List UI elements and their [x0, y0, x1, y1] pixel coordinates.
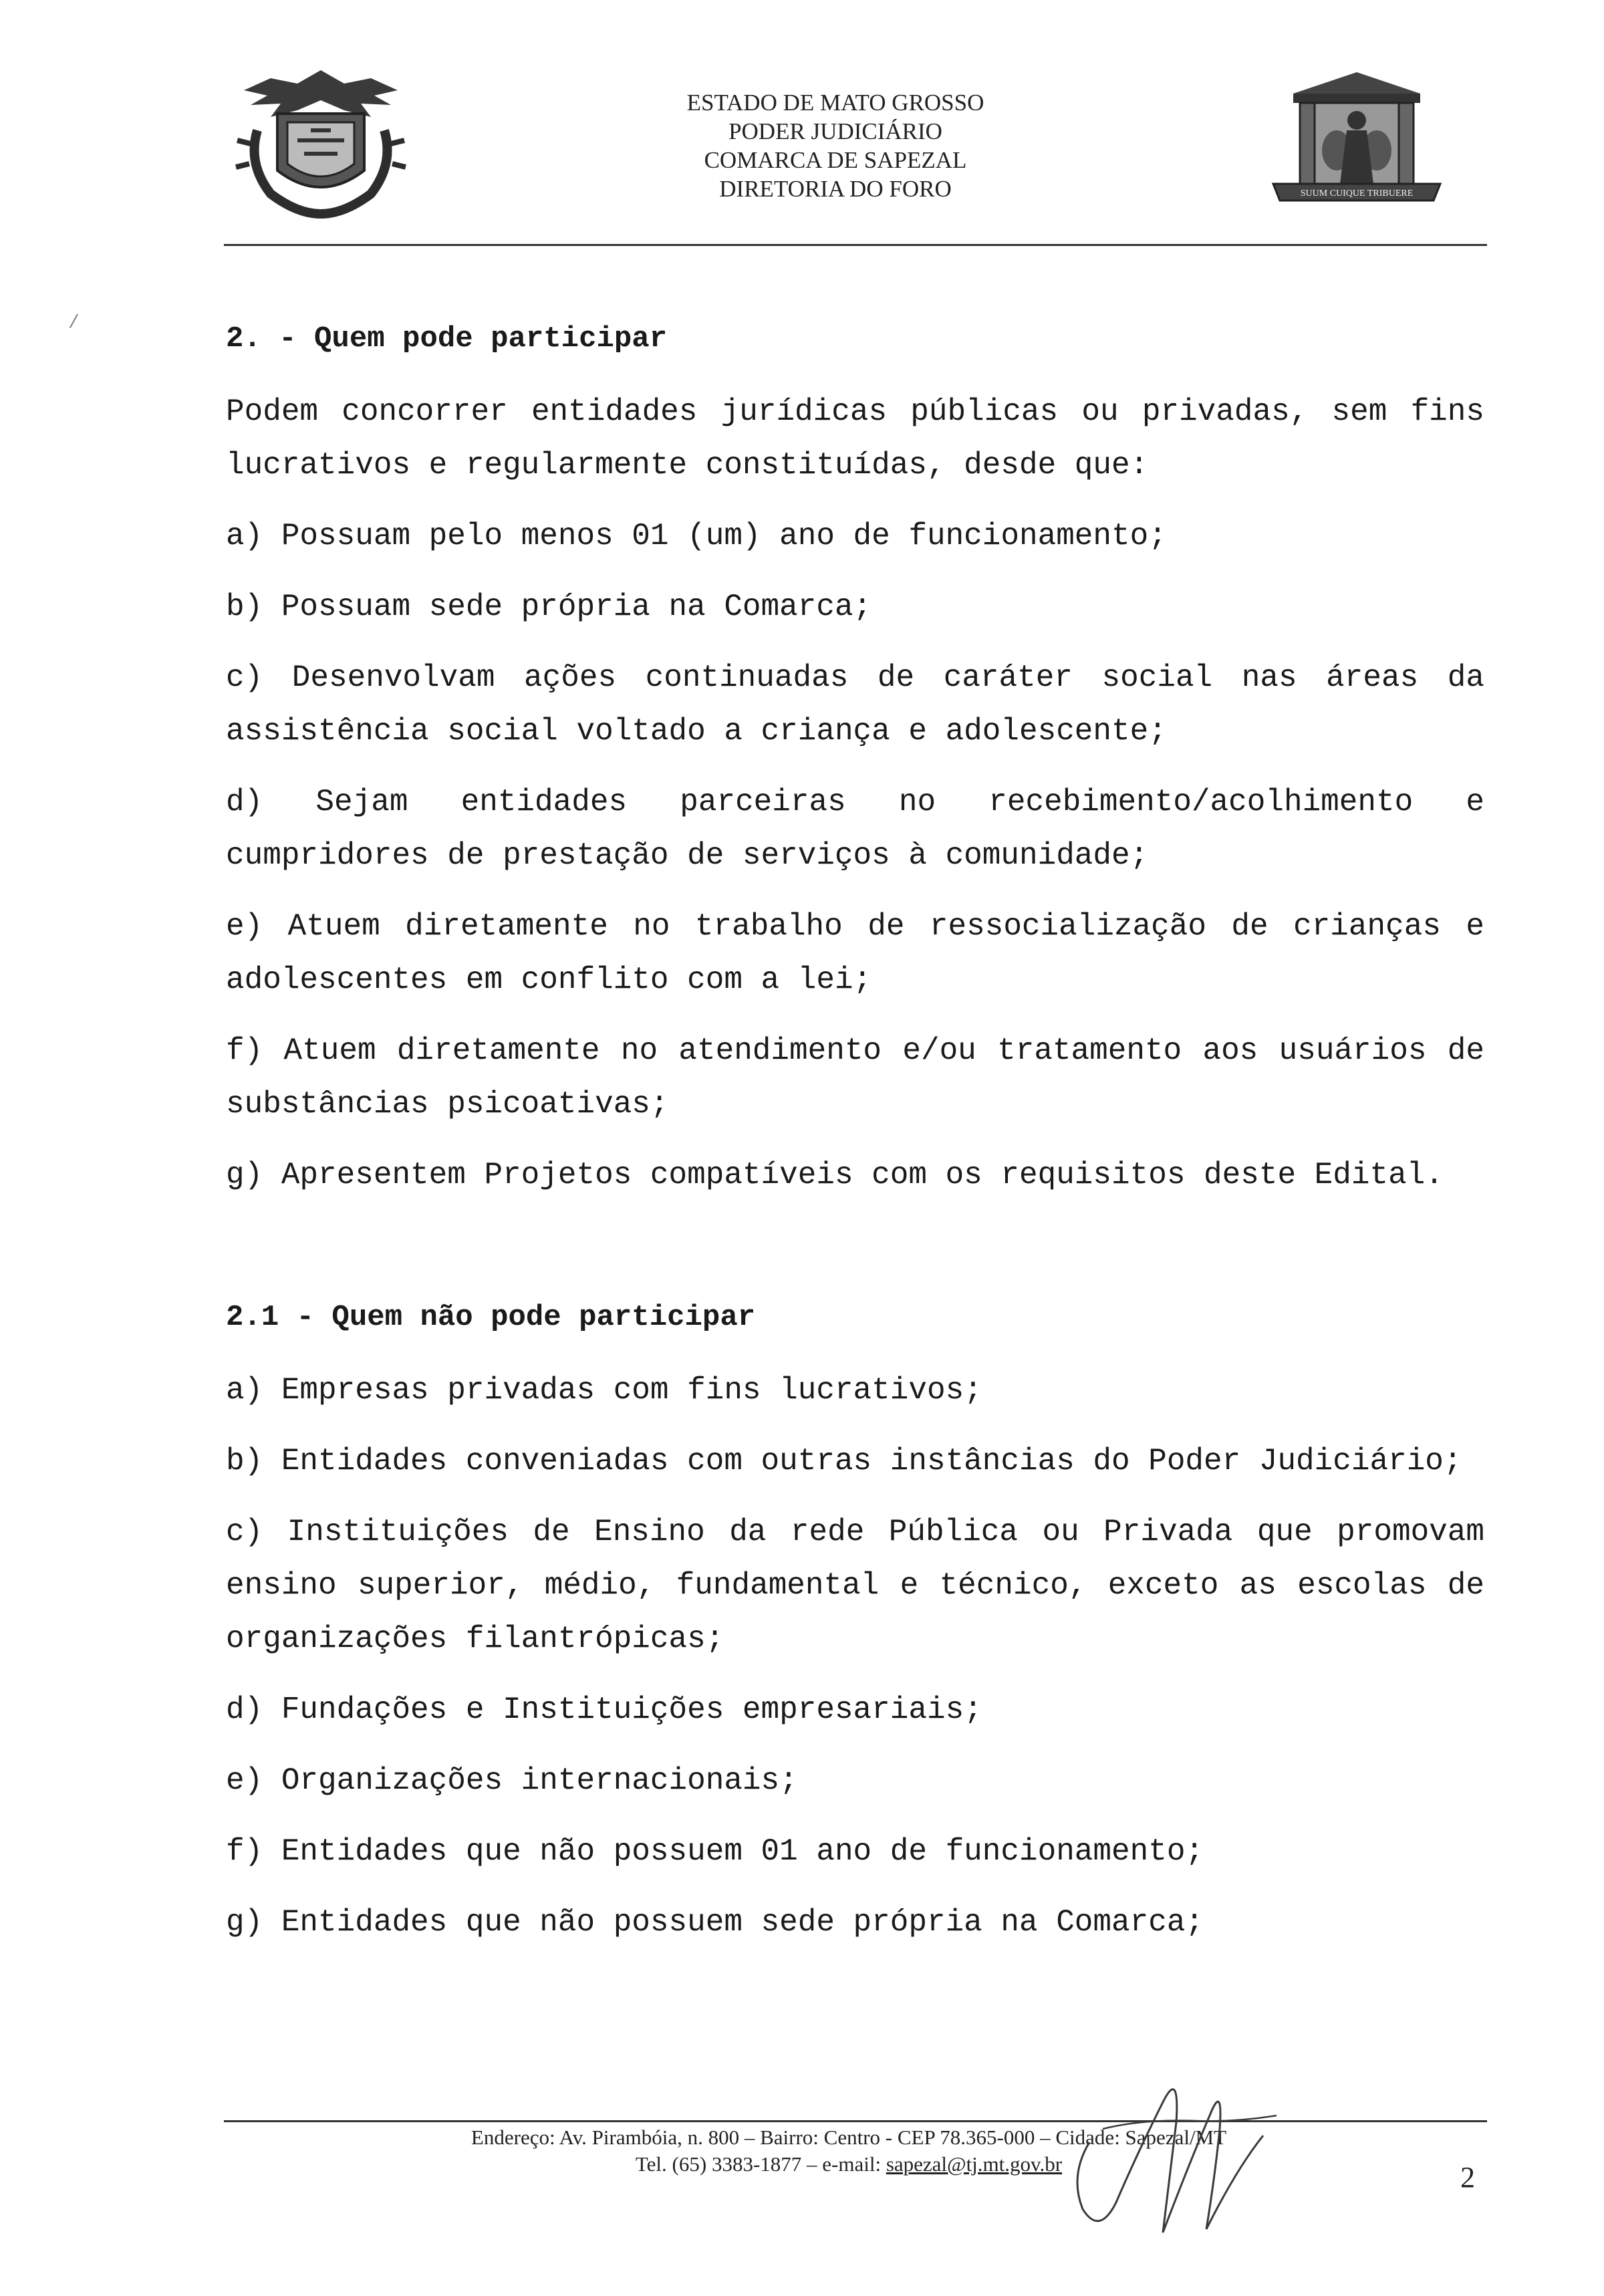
- handwritten-signature: [1063, 2042, 1283, 2243]
- section-gap: [226, 1219, 1484, 1299]
- section-2-1-item-c: c) Instituições de Ensino da rede Pública ou Privada que promovam ensino superior, médio, fundamental e técnico, exceto as escolas de organizações filantrópicas;: [226, 1515, 1484, 1656]
- section-2-1-item-e: e) Organizações internacionais;: [226, 1763, 798, 1798]
- header-directorate: DIRETORIA DO FORO: [719, 176, 952, 202]
- seal-motto: SUUM CUIQUE TRIBUERE: [1300, 188, 1414, 199]
- section-2-1-item-a: a) Empresas privadas com fins lucrativos;: [226, 1373, 982, 1408]
- section-2-item-a: a) Possuam pelo menos 01 (um) ano de funcionamento;: [226, 519, 1167, 553]
- header-district: COMARCA DE SAPEZAL: [704, 147, 967, 173]
- coat-of-arms-icon: [231, 63, 411, 221]
- stray-mark: /: [68, 313, 80, 334]
- section-2-1-item-b: b) Entidades conveniadas com outras instâncias do Poder Judiciário;: [226, 1444, 1462, 1479]
- justice-seal-icon: [1266, 67, 1447, 214]
- section-2-item-f: f) Atuem diretamente no atendimento e/ou tratamento aos usuários de substâncias psicoativas;: [226, 1033, 1484, 1122]
- footer-phone: Tel. (65) 3383-1877 – e-mail:: [635, 2152, 886, 2176]
- section-2-item-d: d) Sejam entidades parceiras no recebimento/acolhimento e cumpridores de prestação de serviços à comunidade;: [226, 785, 1484, 873]
- section-2-item-e: e) Atuem diretamente no trabalho de ressocialização de crianças e adolescentes em conflito com a lei;: [226, 909, 1484, 997]
- page-header: [0, 0, 1604, 254]
- section-2-item-b: b) Possuam sede própria na Comarca;: [226, 590, 872, 624]
- header-power: PODER JUDICIÁRIO: [728, 118, 942, 144]
- section-2-1-item-f: f) Entidades que não possuem 01 ano de funcionamento;: [226, 1834, 1204, 1869]
- document-body: [226, 321, 1484, 1966]
- section-2-item-g: g) Apresentem Projetos compatíveis com os requisitos deste Edital.: [226, 1158, 1444, 1192]
- section-2-1-item-d: d) Fundações e Instituições empresariais;: [226, 1692, 982, 1727]
- section-2-item-c: c) Desenvolvam ações continuadas de caráter social nas áreas da assistência social voltado a criança e adolescente;: [226, 660, 1484, 749]
- header-divider: [224, 244, 1487, 246]
- footer-divider: [224, 2120, 1487, 2122]
- section-2-1-item-g: g) Entidades que não possuem sede própria na Comarca;: [226, 1905, 1204, 1940]
- header-text: [535, 88, 1136, 203]
- footer-email-link[interactable]: sapezal@tj.mt.gov.br: [886, 2152, 1063, 2176]
- header-state: ESTADO DE MATO GROSSO: [686, 90, 984, 116]
- section-2-1-heading: 2.1 - Quem não pode participar: [226, 1301, 756, 1334]
- page-number: 2: [1460, 2161, 1475, 2194]
- section-2-heading: 2. - Quem pode participar: [226, 322, 668, 356]
- footer-address: Endereço: Av. Pirambóia, n. 800 – Bairro: Centro - CEP 78.365-000 – Cidade: Sapezal/MT: [471, 2126, 1227, 2149]
- section-2-intro: Podem concorrer entidades jurídicas públicas ou privadas, sem fins lucrativos e regularmente constituídas, desde que:: [226, 394, 1484, 483]
